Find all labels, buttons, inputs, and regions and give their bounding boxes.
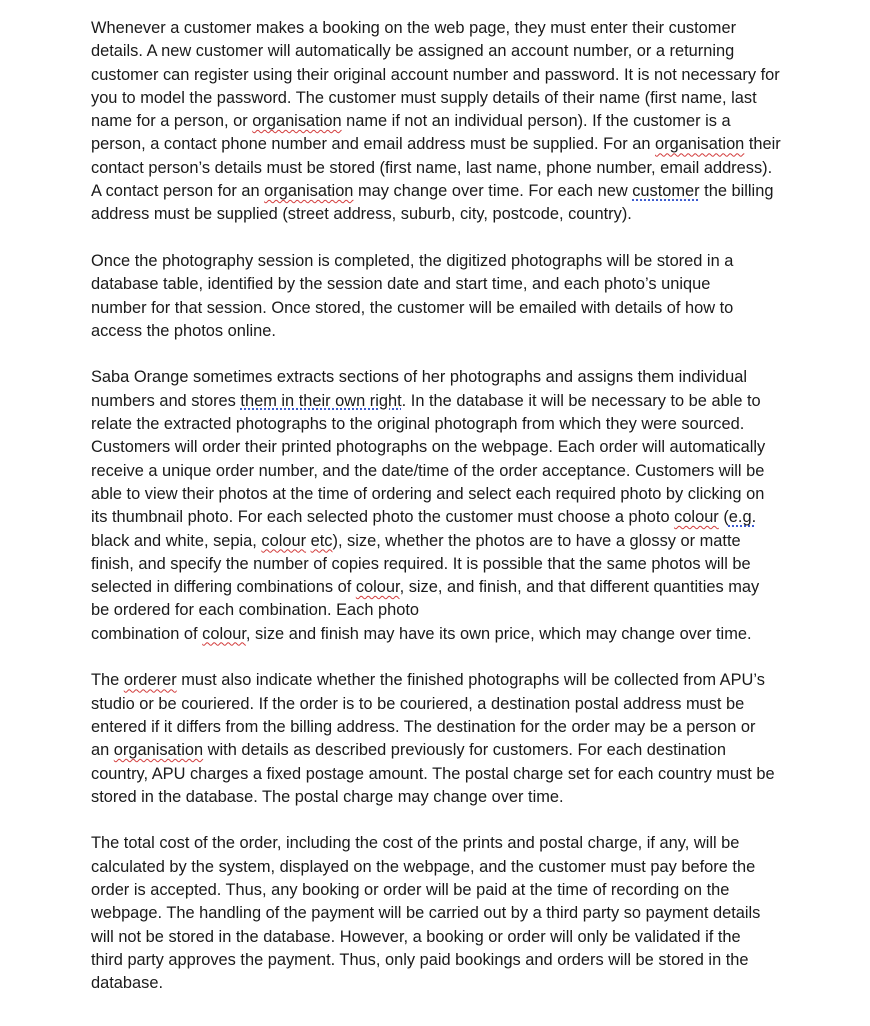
text-run: be ordered for each combination. Each photo [91, 601, 420, 620]
text-run: entered if it differs from the billing address. The destination for the order may be a person or [91, 717, 756, 736]
spelling-flag[interactable]: etc [310, 531, 333, 550]
text-run: receive a unique order number, and the date/time of the order acceptance. Customers will be [91, 461, 765, 480]
text-run: database. [91, 974, 163, 993]
paragraph [91, 669, 836, 809]
text-line [91, 180, 836, 203]
paragraph [91, 17, 836, 227]
document-page [91, 17, 836, 1019]
spelling-flag[interactable]: colour [202, 624, 246, 643]
grammar-flag[interactable]: customer [632, 182, 700, 201]
text-line [91, 926, 836, 949]
text-line [91, 133, 836, 156]
text-line [91, 64, 836, 87]
paragraph [91, 366, 836, 646]
text-line [91, 250, 836, 273]
text-line [91, 739, 836, 762]
text-line [91, 902, 836, 925]
text-run: you to model the password. The customer must supply details of their name (first name, last [91, 88, 757, 107]
spelling-flag[interactable]: orderer [123, 671, 177, 690]
text-run: . In the database it will be necessary to be able to [401, 391, 761, 410]
grammar-flag[interactable]: e.g. [728, 508, 757, 527]
spelling-flag[interactable]: organisation [113, 741, 204, 760]
text-run: with details as described previously for customers. For each destination [203, 741, 727, 760]
text-run: studio or be couriered. If the order is to be couriered, a destination postal address must be [91, 694, 745, 713]
text-run: database table, identified by the session date and start time, and each photo’s unique [91, 275, 711, 294]
text-run: address must be supplied (street address, suburb, city, postcode, country). [91, 205, 632, 224]
text-run: selected in differing combinations of [91, 578, 356, 597]
text-run: third party approves the payment. Thus, only paid bookings and orders will be stored in the [91, 950, 749, 969]
text-line [91, 879, 836, 902]
text-run: , size and finish may have its own price, which may change over time. [245, 624, 752, 643]
text-line [91, 599, 836, 622]
text-run: Once the photography session is completed, the digitized photographs will be stored in a [91, 251, 734, 270]
text-run: name if not an individual person). If the customer is a [341, 112, 731, 131]
text-line [91, 576, 836, 599]
text-line [91, 856, 836, 879]
spelling-flag[interactable]: colour [674, 508, 719, 527]
text-line [91, 669, 836, 692]
text-line [91, 506, 836, 529]
text-run: able to view their photos at the time of ordering and select each required photo by clicking on [91, 484, 765, 503]
text-run: Whenever a customer makes a booking on the web page, they must enter their customer [91, 19, 737, 37]
text-run: finish, and specify the number of copies required. It is possible that the same photos will be [91, 554, 751, 573]
text-run: order is accepted. Thus, any booking or order will be paid at the time of recording on the [91, 880, 730, 899]
text-run: details. A new customer will automatically be assigned an account number, or a returning [91, 42, 735, 61]
text-run: country, APU charges a fixed postage amount. The postal charge set for each country must be [91, 764, 775, 783]
paragraph [91, 832, 836, 995]
text-run: A contact person for an [91, 182, 265, 201]
spelling-flag[interactable]: colour [355, 578, 400, 597]
text-run: stored in the database. The postal charge may change over time. [91, 787, 564, 806]
text-line [91, 17, 836, 40]
spelling-flag[interactable]: colour [261, 531, 307, 550]
text-line [91, 693, 836, 716]
text-line [91, 390, 836, 413]
text-line [91, 786, 836, 809]
spelling-flag[interactable]: organisation [264, 182, 354, 201]
text-line [91, 460, 836, 483]
text-run: calculated by the system, displayed on the webpage, and the customer must pay before the [91, 857, 756, 876]
text-line [91, 413, 836, 436]
text-line [91, 832, 836, 855]
text-run: customer can register using their original account number and password. It is not necessary for [91, 65, 780, 84]
text-line [91, 972, 836, 995]
text-line [91, 553, 836, 576]
text-run: contact person’s details must be stored (first name, last name, phone number, email address). [91, 158, 773, 177]
text-run: combination of [91, 624, 203, 643]
text-run: ( [718, 508, 729, 527]
text-run: will not be stored in the database. However, a booking or order will only be validated if the [91, 927, 741, 946]
text-run: may change over time. For each new [353, 182, 633, 201]
text-run: The total cost of the order, including the cost of the prints and postal charge, if any, will be [91, 834, 740, 853]
text-line [91, 716, 836, 739]
grammar-flag[interactable]: them in their own right [240, 391, 402, 410]
text-line [91, 530, 836, 553]
text-line [91, 87, 836, 110]
text-run: number for that session. Once stored, the customer will be emailed with details of how to [91, 298, 734, 317]
text-line [91, 763, 836, 786]
text-run: its thumbnail photo. For each selected photo the customer must choose a photo [91, 508, 675, 527]
text-line [91, 623, 836, 646]
text-run: webpage. The handling of the payment will be carried out by a third party so payment details [91, 904, 761, 923]
text-run: Customers will order their printed photographs on the webpage. Each order will automatically [91, 438, 766, 457]
text-run: The [91, 671, 124, 690]
text-run: access the photos online. [91, 321, 276, 340]
text-run: numbers and stores [91, 391, 241, 410]
text-line [91, 297, 836, 320]
text-line [91, 436, 836, 459]
text-run: an [91, 741, 114, 760]
text-line [91, 203, 836, 226]
spelling-flag[interactable]: organisation [252, 112, 342, 131]
text-line [91, 273, 836, 296]
text-line [91, 320, 836, 343]
text-run: black and white, sepia, [91, 531, 262, 550]
paragraph [91, 250, 836, 343]
text-run: ), size, whether the photos are to have a glossy or matte [332, 531, 741, 550]
text-line [91, 949, 836, 972]
text-run: name for a person, or [91, 112, 253, 131]
text-line [91, 483, 836, 506]
text-run: the billing [699, 182, 774, 201]
spelling-flag[interactable]: organisation [655, 135, 745, 154]
text-run: must also indicate whether the finished photographs will be collected from APU’s [176, 671, 765, 690]
text-run: their [744, 135, 781, 154]
text-line [91, 40, 836, 63]
text-run: person, a contact phone number and email address must be supplied. For an [91, 135, 655, 154]
text-line [91, 157, 836, 180]
text-line [91, 366, 836, 389]
text-run: relate the extracted photographs to the original photograph from which they were sourced. [91, 415, 745, 434]
text-run: Saba Orange sometimes extracts sections of her photographs and assigns them individual [91, 368, 747, 387]
text-run: , size, and finish, and that different quantities may [399, 578, 760, 597]
text-line [91, 110, 836, 133]
